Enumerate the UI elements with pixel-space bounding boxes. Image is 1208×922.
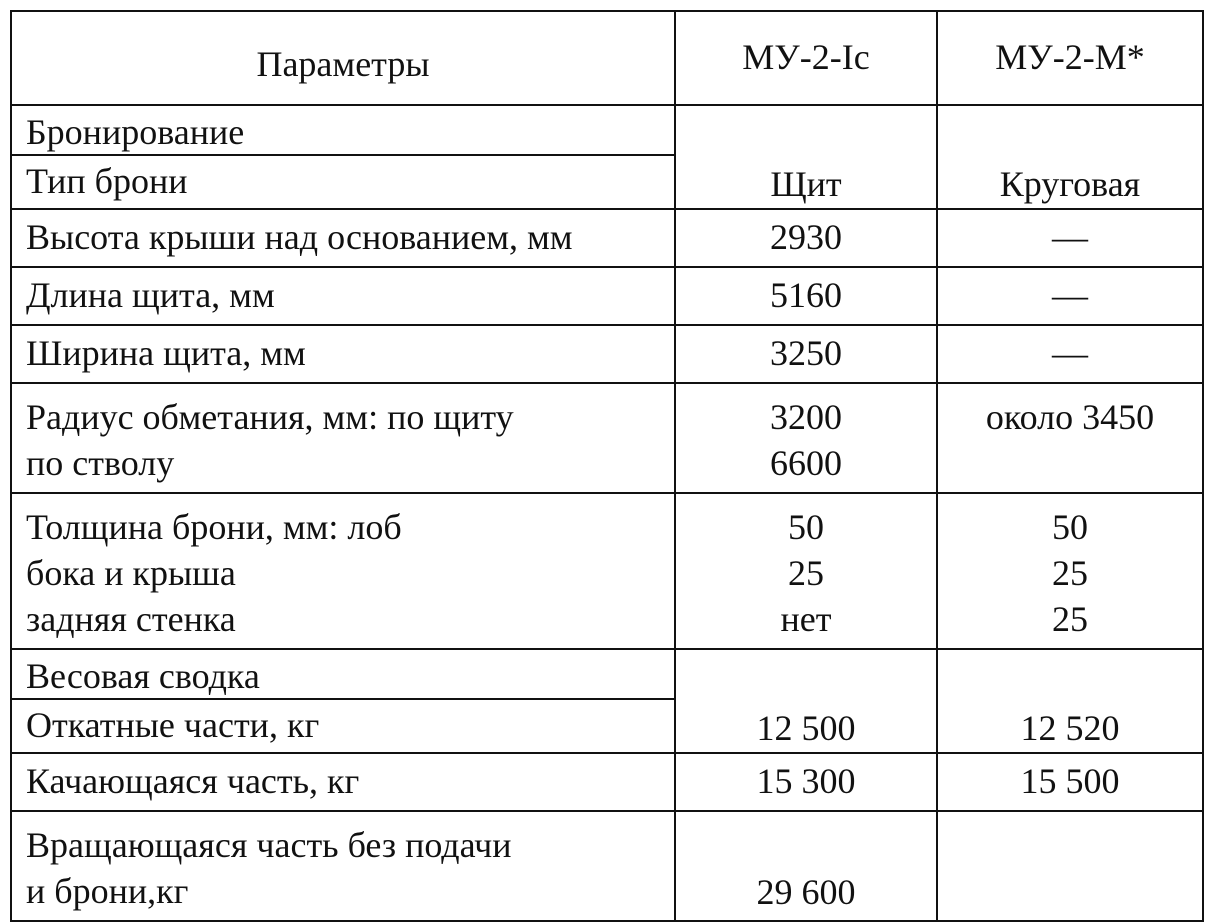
sweep-radius-a-cell (675, 383, 937, 493)
table-row-shield-length (11, 267, 1203, 325)
shield-width-b: — (937, 325, 1203, 383)
sweep-radius-b-1: около 3450 (985, 397, 1155, 437)
sweep-radius-a-1: 3200 (770, 397, 842, 437)
header-col-b: МУ-2-М* (937, 11, 1203, 105)
parameters-table (10, 10, 1204, 922)
recoil-label: Откатные части, кг (26, 705, 320, 746)
rotating-a: 29 600 (675, 811, 937, 921)
rotating-label-cell (11, 811, 675, 921)
armor-type-b: Круговая (937, 105, 1203, 209)
shield-length-b: — (937, 267, 1203, 325)
armor-type-label: Тип брони (26, 161, 188, 202)
armor-thickness-b-cell (937, 493, 1203, 649)
armor-thickness-a-1: 50 (788, 507, 824, 547)
shield-width-label: Ширина щита, мм (11, 325, 675, 383)
shield-length-label: Длина щита, мм (11, 267, 675, 325)
armor-thickness-b-1: 50 (1052, 507, 1088, 547)
swinging-b: 15 500 (937, 753, 1203, 811)
header-col-a: МУ-2-Ic (675, 11, 937, 105)
swinging-label: Качающаяся часть, кг (11, 753, 675, 811)
section-armor: Бронирование (12, 106, 674, 156)
table-row-roof-height (11, 209, 1203, 267)
sweep-radius-a-2: 6600 (770, 443, 842, 483)
table-row-swinging (11, 753, 1203, 811)
rotating-label-2: и брони,кг (26, 871, 189, 911)
header-param: Параметры (11, 11, 675, 105)
armor-thickness-b-3: 25 (1052, 599, 1088, 639)
swinging-a: 15 300 (675, 753, 937, 811)
table-row-armor-thickness (11, 493, 1203, 649)
table-row-shield-width (11, 325, 1203, 383)
table-header-row (11, 11, 1203, 105)
sweep-radius-label-cell (11, 383, 675, 493)
sweep-radius-label-2: по стволу (26, 443, 175, 483)
roof-height-label: Высота крыши над основанием, мм (11, 209, 675, 267)
armor-thickness-a-3: нет (780, 599, 832, 639)
sweep-radius-b-cell (937, 383, 1203, 493)
armor-thickness-label-2: бока и крыша (26, 553, 236, 593)
armor-thickness-a-cell (675, 493, 937, 649)
table-row-rotating (11, 811, 1203, 921)
armor-thickness-label-1: Толщина брони, мм: лоб (26, 507, 402, 547)
recoil-a: 12 500 (675, 649, 937, 753)
roof-height-b: — (937, 209, 1203, 267)
rotating-label-1: Вращающаяся часть без подачи (26, 825, 512, 865)
shield-length-a: 5160 (675, 267, 937, 325)
table-row-sweep-radius (11, 383, 1203, 493)
armor-label-cell (11, 105, 675, 209)
recoil-label-cell (11, 649, 675, 753)
table-row-armor-type (11, 105, 1203, 209)
shield-width-a: 3250 (675, 325, 937, 383)
recoil-b: 12 520 (937, 649, 1203, 753)
armor-thickness-label-cell (11, 493, 675, 649)
armor-thickness-a-2: 25 (788, 553, 824, 593)
sweep-radius-label-1: Радиус обметания, мм: по щиту (26, 397, 514, 437)
armor-type-a: Щит (675, 105, 937, 209)
table-row-recoil (11, 649, 1203, 753)
armor-thickness-b-2: 25 (1052, 553, 1088, 593)
armor-thickness-label-3: задняя стенка (26, 599, 236, 639)
section-weight: Весовая сводка (12, 650, 674, 700)
roof-height-a: 2930 (675, 209, 937, 267)
rotating-b (937, 811, 1203, 921)
